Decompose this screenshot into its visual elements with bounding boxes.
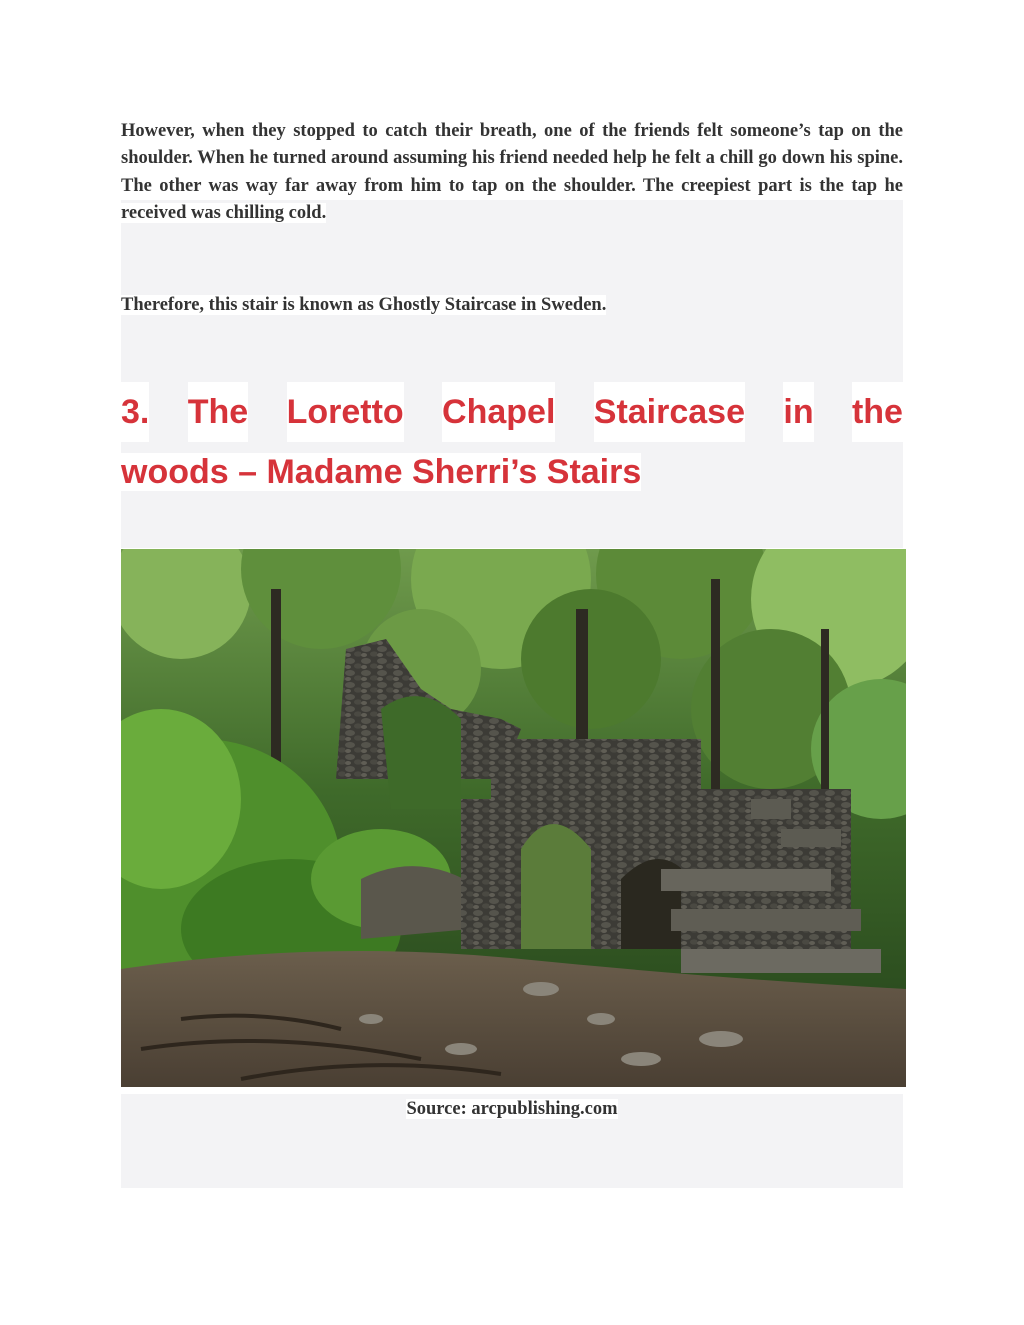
heading-word: 3. xyxy=(121,382,149,442)
story-paragraph-text: However, when they stopped to catch their breath, one of the friends felt someone’s tap on the shoulder. When he turned around assuming his friend needed help he felt a chill go down his spine. The other was way far away from him to tap on the shoulder. The creepiest part is the tap he received was chilling cold. xyxy=(121,121,903,223)
conclusion-paragraph-text: Therefore, this stair is known as Ghostly Staircase in Sweden. xyxy=(121,295,607,315)
section-heading-line2 xyxy=(121,442,903,502)
heading-word: the xyxy=(852,382,903,442)
heading-word: Chapel xyxy=(442,382,555,442)
image-caption-text: Source: arcpublishing.com xyxy=(406,1099,618,1119)
story-paragraph xyxy=(121,118,903,227)
heading-word: in xyxy=(783,382,813,442)
image-caption xyxy=(121,1096,903,1122)
section-heading xyxy=(121,382,903,502)
heading-word: Loretto xyxy=(287,382,404,442)
heading-word: The xyxy=(188,382,248,442)
section-heading-line1 xyxy=(121,382,903,442)
stone-ruins-photo xyxy=(121,549,906,1087)
heading-line2-text: woods – Madame Sherri’s Stairs xyxy=(121,453,642,491)
heading-word: Staircase xyxy=(594,382,745,442)
conclusion-paragraph xyxy=(121,293,606,317)
